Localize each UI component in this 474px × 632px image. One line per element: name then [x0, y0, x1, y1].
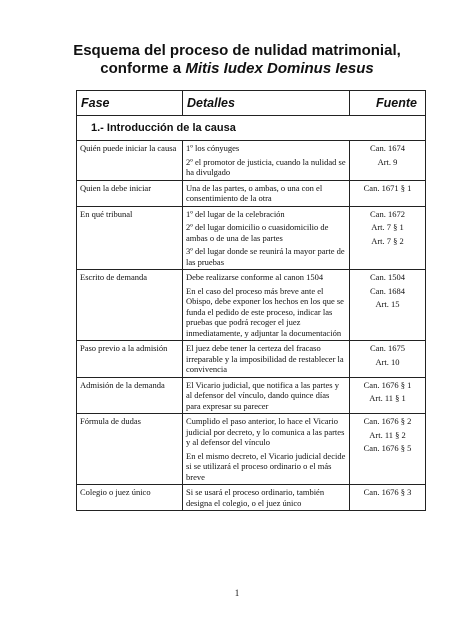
- fase-cell: Paso previo a la admisión: [77, 341, 183, 378]
- fuente-cell: [350, 270, 426, 341]
- title-line-2-prefix: conforme a: [100, 60, 186, 77]
- detalle-paragraph: En el caso del proceso más breve ante el Obispo, debe exponer los hechos en los que se funda el pedido de este proceso, indicar las pruebas que podrá recoger el juez inmediatamente, y adjuntar la documentación: [186, 285, 344, 338]
- fuente-reference: Art. 15: [375, 299, 400, 309]
- fuente-reference: Can. 1676 § 2: [363, 416, 412, 426]
- fase-cell: Fórmula de dudas: [77, 414, 183, 485]
- section-row: [77, 116, 426, 141]
- detalle-paragraph: Si se usará el proceso ordinario, también designa el colegio, o el juez único: [186, 487, 325, 508]
- detalle-paragraph: El Vicario judicial, que notifica a las partes y al defensor del vínculo, dando quince días para expresar su parecer: [186, 379, 339, 411]
- detalle-paragraph: 3º del lugar donde se reunirá la mayor parte de las pruebas: [186, 246, 345, 267]
- fuente-reference: Art. 7 § 1: [371, 222, 404, 232]
- fuente-reference: Can. 1675: [370, 343, 405, 353]
- detalle-paragraph: El juez debe tener la certeza del fracaso irreparable y la imposibilidad de restablecer la convivencia: [186, 343, 344, 374]
- fuente-reference: Can. 1676 § 1: [363, 379, 412, 390]
- title-line-1: Esquema del proceso de nulidad matrimonial,: [73, 42, 401, 59]
- fuente-cell: [350, 485, 426, 511]
- fuente-cell: [350, 414, 426, 485]
- header-detalles: Detalles: [183, 91, 350, 116]
- fuente-cell: [350, 180, 426, 206]
- section-title: 1.- Introducción de la causa: [77, 116, 426, 141]
- title-line-2-italic: Mitis Iudex Dominus Iesus: [185, 60, 374, 77]
- detalle-paragraph: 1º del lugar de la celebración: [186, 208, 285, 219]
- fuente-cell: [350, 341, 426, 378]
- table-row: [77, 206, 426, 270]
- fuente-reference: Can. 1672: [370, 208, 405, 219]
- detalle-paragraph: Cumplido el paso anterior, lo hace el Vicario judicial por decreto, y lo comunica a las partes y al defensor del vínculo: [186, 416, 345, 447]
- page-number: 1: [234, 588, 240, 598]
- fuente-cell: [350, 141, 426, 181]
- fuente-reference: Can. 1671 § 1: [363, 182, 412, 193]
- fuente-reference: Art. 11 § 1: [369, 393, 406, 403]
- detalle-paragraph: Debe realizarse conforme al canon 1504: [186, 272, 324, 282]
- header-fase: Fase: [77, 91, 183, 116]
- table-row: [77, 485, 426, 511]
- detalles-cell: [183, 485, 350, 511]
- fase-cell: Colegio o juez único: [77, 485, 183, 511]
- table-row: [77, 341, 426, 378]
- table-row: [77, 270, 426, 341]
- detalle-paragraph: 1º los cónyuges: [186, 143, 240, 153]
- detalles-cell: [183, 270, 350, 341]
- detalle-paragraph: 2º el promotor de justicia, cuando la nulidad se ha divulgado: [186, 156, 346, 177]
- detalles-cell: [183, 141, 350, 181]
- title-line-2: [0, 60, 474, 78]
- fuente-reference: Art. 9: [377, 156, 398, 167]
- fase-cell: Escrito de demanda: [77, 270, 183, 341]
- detalle-paragraph: 2º del lugar domicilio o cuasidomicilio de ambas o de una de las partes: [186, 222, 329, 243]
- fase-cell: Quien la debe iniciar: [77, 180, 183, 206]
- fuente-reference: Can. 1504: [370, 272, 405, 282]
- table-row: [77, 414, 426, 485]
- detalles-cell: [183, 206, 350, 270]
- document-title: [0, 42, 474, 78]
- fuente-reference: Can. 1676 § 3: [363, 487, 412, 497]
- detalle-paragraph: En el mismo decreto, el Vicario judicial decide si se utilizará el proceso ordinario o el más breve: [186, 450, 346, 482]
- table-row: [77, 377, 426, 414]
- fuente-reference: Can. 1676 § 5: [363, 443, 412, 453]
- table-header-row: [77, 91, 426, 116]
- detalles-cell: [183, 414, 350, 485]
- fase-cell: Quién puede iniciar la causa: [77, 141, 183, 181]
- detalles-cell: [183, 341, 350, 378]
- fuente-reference: Can. 1684: [370, 285, 405, 296]
- fuente-cell: [350, 377, 426, 414]
- header-fuente: Fuente: [350, 91, 426, 116]
- fuente-cell: [350, 206, 426, 270]
- fuente-reference: Art. 7 § 2: [371, 235, 404, 246]
- fuente-reference: Art. 10: [375, 356, 400, 367]
- fase-cell: Admisión de la demanda: [77, 377, 183, 414]
- detalle-paragraph: Una de las partes, o ambas, o una con el consentimiento de la otra: [186, 182, 323, 203]
- fase-cell: En qué tribunal: [77, 206, 183, 270]
- fuente-reference: Can. 1674: [370, 143, 405, 153]
- detalles-cell: [183, 377, 350, 414]
- fuente-reference: Art. 11 § 2: [369, 429, 406, 440]
- detalles-cell: [183, 180, 350, 206]
- process-table: [76, 90, 426, 511]
- table-row: [77, 141, 426, 181]
- table-row: [77, 180, 426, 206]
